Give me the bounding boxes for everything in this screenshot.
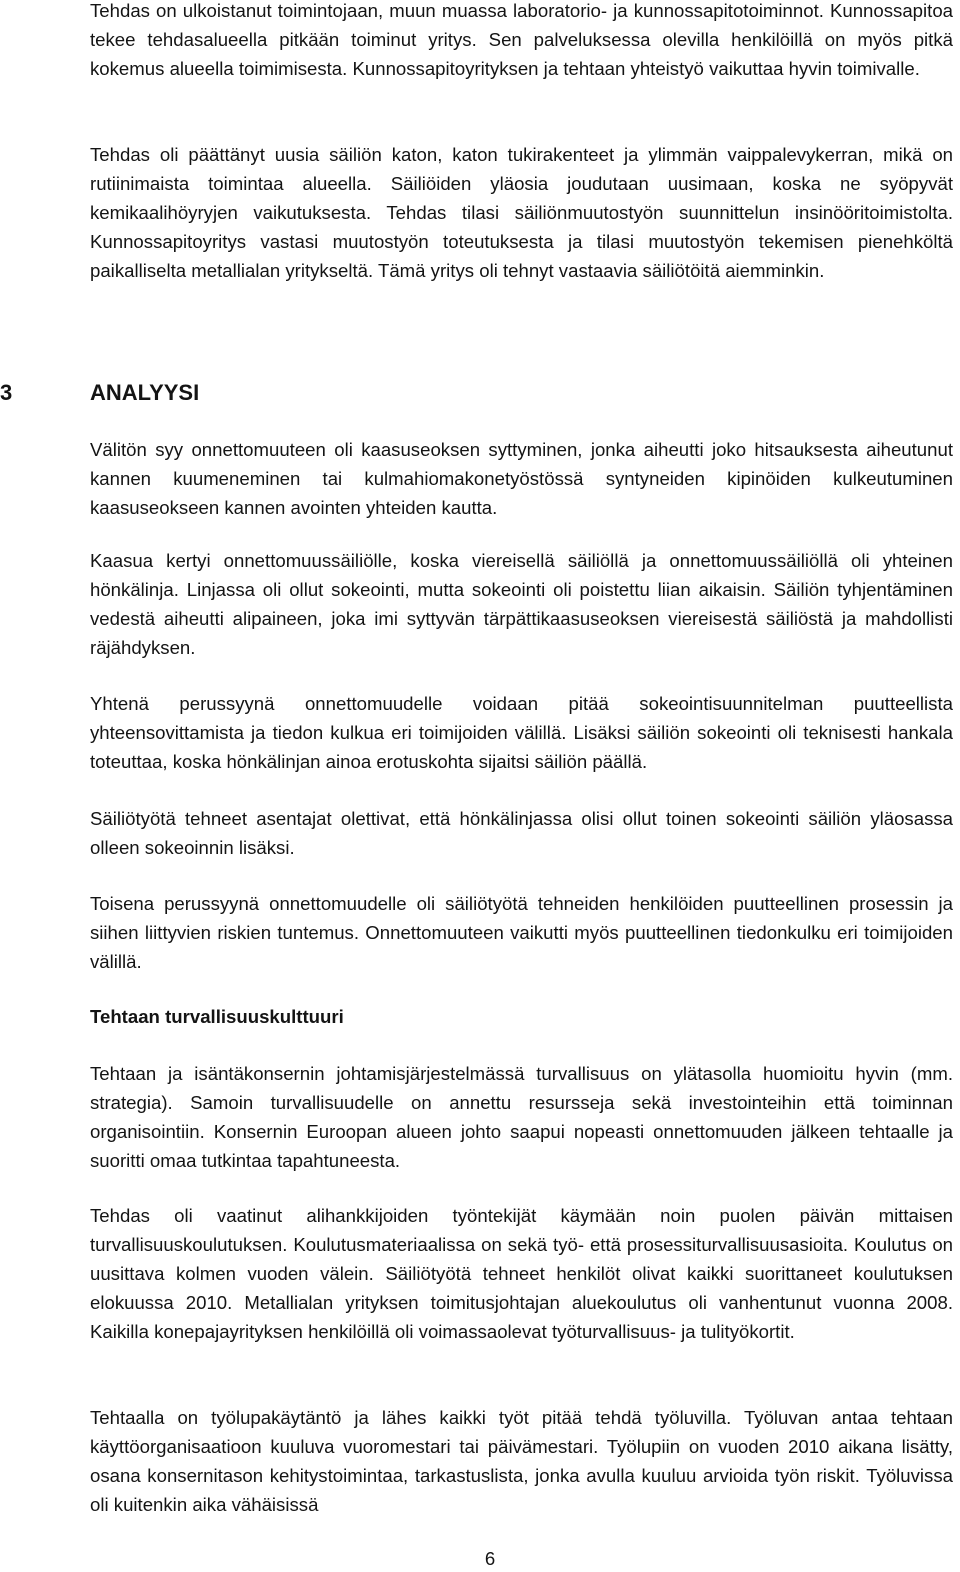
paragraph-text: Tehtaan ja isäntäkonsernin johtamisjärjestelmässä turvallisuus on ylätasolla huomioitu hyvin (mm. strategia). Samoin turvallisuudelle on annettu resursseja sekä investointeihin että toiminnan organisointiin. Konsernin Euroopan alueen johto saapui nopeasti onnettomuuden jälkeen tehtaalle ja suoritti omaa tutkintaa tapahtuneesta. <box>90 1063 953 1171</box>
paragraph-root-cause-2 <box>90 889 953 976</box>
paragraph-text: Toisena perussyynä onnettomuudelle oli säiliötyötä tehneiden henkilöiden puutteellinen prosessin ja siihen liittyvien riskien tuntemus. Onnettomuuteen vaikutti myös puutteellinen tiedonkulku eri toimijoiden välillä. <box>90 893 953 972</box>
paragraph-text: Tehdas oli päättänyt uusia säiliön katon, katon tukirakenteet ja ylimmän vaippalevykerran, mikä on rutiinimaista toimintaa alueella. Säiliöiden yläosia joudutaan uusimaan, koska ne syöpyvät kemikaalihöyryjen vaikutuksesta. Tehdas tilasi säiliönmuutostyön suunnittelun insinööritoimistolta. Kunnossapitoyritys vastasi muutostyön toteutuksesta ja tilasi muutostyön tekemisen pienehköltä paikalliselta metallialan yritykseltä. Tämä yritys oli tehnyt vastaavia säiliötöitä aiemminkin. <box>90 144 953 281</box>
paragraph-text: Tehtaalla on työlupakäytäntö ja lähes kaikki työt pitää tehdä työluvilla. Työluvan antaa tehtaan käyttöorganisaatioon kuuluva vuoromestari tai päivämestari. Työlupiin on vuoden 2010 aikana lisätty, osana konsernitason kehitystoimintaa, tarkastuslista, jonka avulla kuuluu arvioida työn riskit. Työluvissa oli kuitenkin aika vähäisissä <box>90 1407 953 1515</box>
paragraph-text: Säiliötyötä tehneet asentajat olettivat, että hönkälinjassa olisi ollut toinen sokeointi säiliön yläosassa olleen sokeoinnin lisäksi. <box>90 808 953 858</box>
paragraph-direct-cause <box>90 435 953 522</box>
paragraph-text: Tehdas on ulkoistanut toimintojaan, muun muassa laboratorio- ja kunnossapitotoiminnot. Kunnossapitoa tekee tehdasalueella pitkään toiminut yritys. Sen palveluksessa olevilla henkilöillä on myös pitkä kokemus alueella toimimisesta. Kunnossapitoyrityksen ja tehtaan yhteistyö vaikuttaa hyvin toimivalle. <box>90 0 953 79</box>
paragraph-tank-renewal <box>90 140 953 285</box>
paragraph-work-permits <box>90 1403 953 1519</box>
subheading-text: Tehtaan turvallisuuskulttuuri <box>90 1006 344 1027</box>
subheading-safety-culture <box>90 1002 953 1031</box>
paragraph-text: Kaasua kertyi onnettomuussäiliölle, koska viereisellä säiliöllä ja onnettomuussäiliöllä oli yhteinen hönkälinja. Linjassa oli ollut sokeointi, mutta sokeointi oli poistettu liian aikaisin. Säiliön tyhjentäminen vedestä aiheutti alipaineen, joka imi syttyvän tärpättikaasuseoksen viereisestä säiliöstä ja mahdollisti räjähdyksen. <box>90 550 953 658</box>
section-title: ANALYYSI <box>90 380 200 405</box>
paragraph-text: Yhtenä perussyynä onnettomuudelle voidaan pitää sokeointisuunnitelman puutteellista yhteensovittamista ja tiedon kulkua eri toimijoiden välillä. Lisäksi säiliön sokeointi oli teknisesti hankala toteuttaa, koska hönkälinjan ainoa erotuskohta sijaitsi säiliön päällä. <box>90 693 953 772</box>
section-number: 3 <box>0 380 13 405</box>
paragraph-installers-assumption <box>90 804 953 862</box>
paragraph-root-cause-1 <box>90 689 953 776</box>
paragraph-outsourcing <box>90 0 953 83</box>
paragraph-management-system <box>90 1059 953 1175</box>
paragraph-text: Välitön syy onnettomuuteen oli kaasuseoksen syttyminen, jonka aiheutti joko hitsauksesta aiheutunut kannen kuumeneminen tai kulmahiomakonetyöstössä syntyneiden kipinöiden kulkeutuminen kaasuseokseen kannen avointen yhteiden kautta. <box>90 439 953 518</box>
paragraph-gas-accumulation <box>90 546 953 662</box>
paragraph-text: Tehdas oli vaatinut alihankkijoiden työntekijät käymään noin puolen päivän mittaisen turvallisuuskoulutuksen. Koulutusmateriaalissa on sekä työ- että prosessiturvallisuusasioita. Koulutus on uusittava kolmen vuoden välein. Säiliötyötä tehneet henkilöt olivat kaikki suorittaneet koulutuksen elokuussa 2010. Metallialan yrityksen toimitusjohtajan aluekoulutus oli vanhentunut vuonna 2008. Kaikilla konepajayrityksen henkilöillä oli voimassaolevat työturvallisuus- ja tulityökortit. <box>90 1205 953 1342</box>
paragraph-safety-training <box>90 1201 953 1346</box>
page-number: 6 <box>484 1548 496 1569</box>
